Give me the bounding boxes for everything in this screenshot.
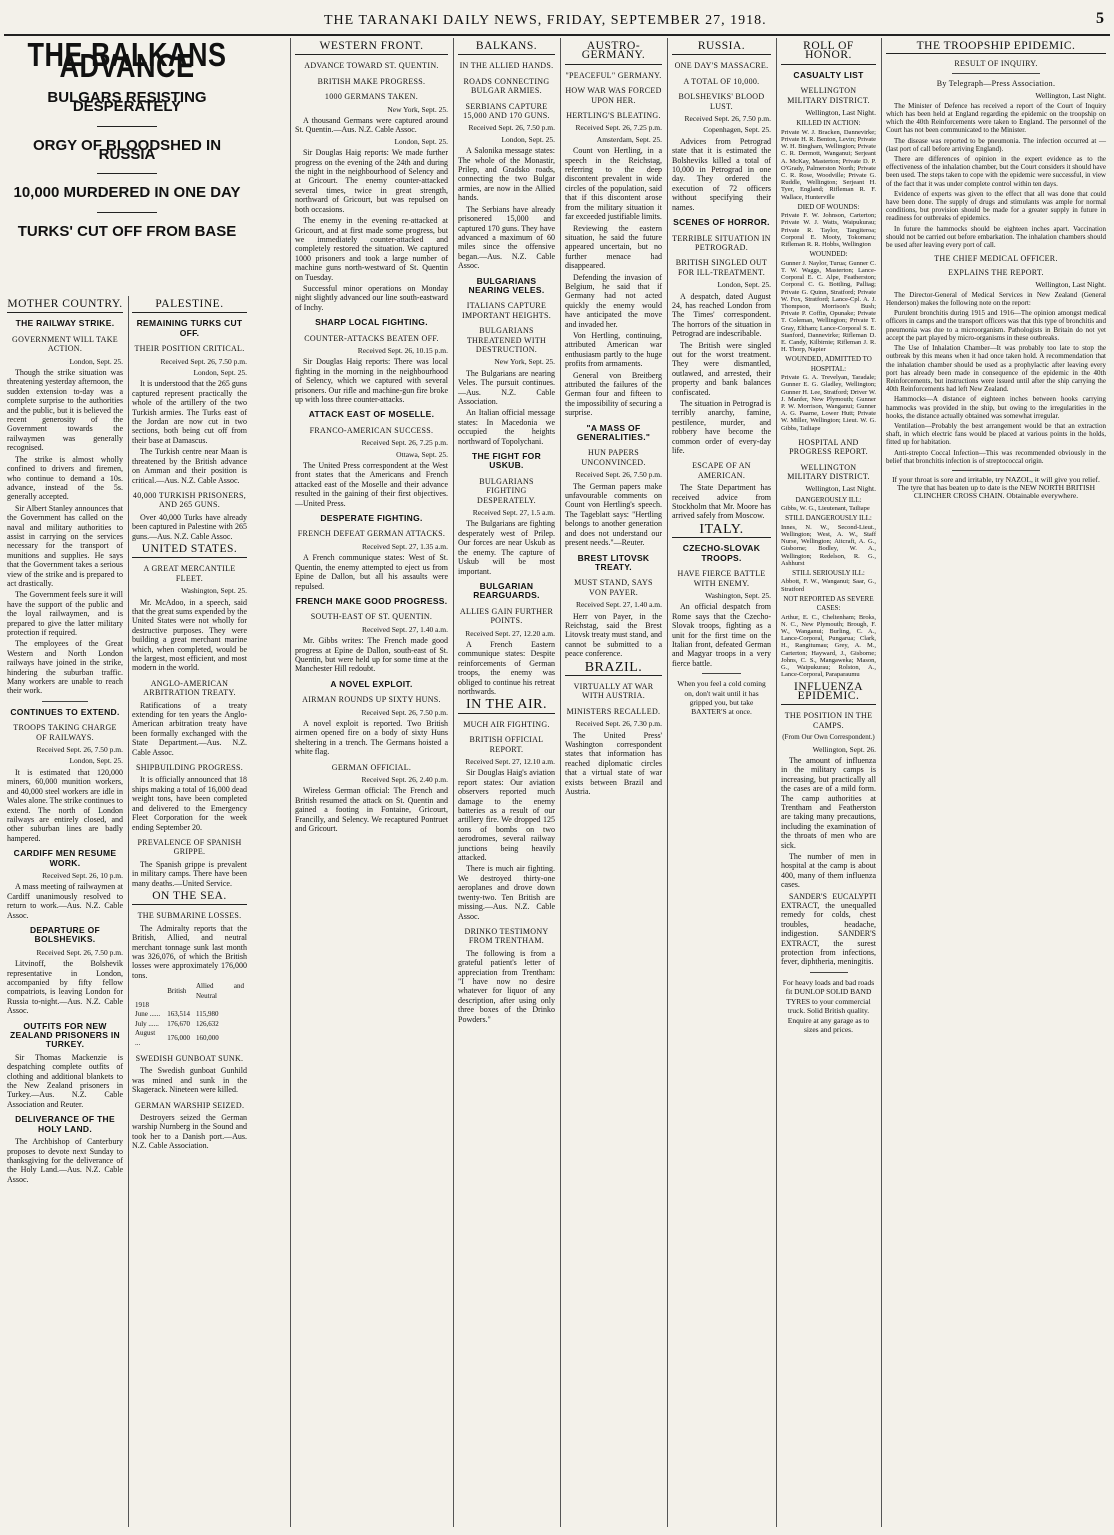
received-line: Received Sept. 26, 7.50 p.m. xyxy=(468,123,555,133)
sub-heading: NOT REPORTED AS SEVERE CASES: xyxy=(783,594,874,613)
article-paragraph: The disease was reported to be pneumonia. The infection occurred at — (last port of call before arriving England). xyxy=(886,136,1106,153)
advertisement: For heavy loads and bad roads fit DUNLOP SOLID BAND TYRES to your commercial truck. Solid British quality. Enquire at any garage as to sizes and prices. xyxy=(782,977,875,1034)
article-paragraph: The State Department has received advice from Stockholm that Mr. Moore has arrived safely from Moscow. xyxy=(672,483,771,521)
received-line: Received Sept. 27, 1.35 a.m. xyxy=(361,541,448,551)
table-cell: 115,980 xyxy=(196,1010,219,1019)
article-paragraph: There is much air fighting. We destroyed thirty-one aeroplanes and drove down twenty-two. Ten British are missing.—Aus. N.Z. Cable Assoc. xyxy=(458,864,555,921)
tonnage-table xyxy=(132,982,247,1048)
masthead xyxy=(4,4,1110,36)
received-line: Received Sept. 27, 1.40 a.m. xyxy=(575,600,662,610)
received-line: Received Sept. 27, 12.20 a.m. xyxy=(465,628,555,638)
received-line: Received Sept. 27, 1.40 a.m. xyxy=(361,624,448,634)
article-paragraph: Successful minor operations on Monday night slightly advanced our line south-eastward of Inchy. xyxy=(295,283,448,312)
received-line: Received Sept. 26, 7.25 p.m. xyxy=(361,438,448,448)
article-paragraph: Litvinoff, the Bolshevik representative in London, accompanied by fifty fellow compatriots, is leaving London for Russia to-night.—Aus. N.Z. Cable Assoc. xyxy=(7,959,123,1016)
masthead-title: THE TARANAKI DAILY NEWS, FRIDAY, SEPTEMBER 27, 1918. xyxy=(324,13,767,28)
article-paragraph: General von Breitberg attributed the failures of the German four and fifteen to the impossibility of securing a surprise. xyxy=(565,370,662,418)
article-paragraph: It is understood that the 265 guns captured represent practically the whole of the artillery of the two Turkish armies. The Turks east of the Jordan are now cut in two sections, both being cut off from their base at Damascus. xyxy=(132,379,247,445)
article-paragraph: A thousand Germans were captured around St. Quentin.—Aus. N.Z. Cable Assoc. xyxy=(295,116,448,135)
advertisement: If your throat is sore and irritable, try NAZOL, it will give you relief. xyxy=(892,474,1100,484)
sub-heading: RESULT OF INQUIRY. xyxy=(954,59,1038,69)
section-heading: INFLUENZA EPIDEMIC. xyxy=(781,683,876,706)
section-heading: UNITED STATES. xyxy=(132,545,247,558)
article-paragraph: A Salonika message states: The whole of the Monastir, Prilep, and Gradsko roads, connecting the two Bulgar armies, are now in the Allied hands. xyxy=(458,146,555,203)
article-paragraph: Anti-strepto Coccal Infection—This was recommended obviously in the belief that bronchitis infection is of streptococcal origin. xyxy=(886,448,1106,465)
dateline: Wellington, Last Night. xyxy=(805,108,876,118)
casualty-list: Innes, N. W., Second-Lieut., Wellington; West, A. W., Staff Nurse, Wellington; Aitcraft, A. G., Gisborne; Bodley, W. A., Wellington; Redelson, R. G., Ashhurst xyxy=(781,523,876,567)
sub-heading: DANGEROUSLY ILL: xyxy=(795,495,862,504)
divider xyxy=(702,673,742,674)
dateline: Washington, Sept. 25. xyxy=(705,590,771,600)
sub-heading: WOUNDED: xyxy=(809,250,848,259)
casualty-list: Private F. W. Johnson, Carterton; Private W. J. Watts, Waipukurau; Private R. Taylor, Tangiteroa; Corporal E. Mooty, Tokomaru; Rifleman R. R. Hobbs, Wellington xyxy=(781,212,876,249)
dateline: Amsterdam, Sept. 25. xyxy=(596,134,662,144)
front-column xyxy=(4,38,250,1527)
headline-deck-4: TURKS' CUT OFF FROM BASE xyxy=(17,222,237,240)
article-paragraph: Purulent bronchitis during 1915 and 1916—The opinion amongst medical officers in camps and the transport officers was that this type of bronchitis and pneumonia was due to a microorganism. Pathologists in Britain do not yet accept the part played by micro-organisms in these outbreaks. xyxy=(886,309,1106,342)
article-paragraph: A French Eastern communique states: Despite reinforcements of German troops, the enemy was obliged to continue his retreat northwards. xyxy=(458,639,555,696)
article-paragraph: An official despatch from Rome says that the Czecho-Slovak troops, fighting as a unit for the first time on the Italian front, defeated German and Magyar troops in a very fierce battle. xyxy=(672,602,771,668)
article-paragraph: Destroyers seized the German warship Nurnberg in the Sound and took her to a Danish port.—Aus. N.Z. Cable Association. xyxy=(132,1113,247,1151)
sub-heading: DRINKO TESTIMONY FROM TRENTHAM. xyxy=(464,926,549,946)
sub-heading: BULGARIANS FIGHTING DESPERATELY. xyxy=(477,476,536,505)
article-paragraph: Ventilation—Probably the best arrangement would be that an extraction shaft, in which electric fans would be placed at various points in the holds, fitted up for habitation. xyxy=(886,421,1106,447)
sub-heading: DEPARTURE OF BOLSHEVIKS. xyxy=(29,924,101,945)
article-paragraph: Over 40,000 Turks have already been captured in Palestine with 265 guns.—Aus. N.Z. Cable Assoc. xyxy=(132,512,247,541)
article-paragraph: The United Press' Washington correspondent states that information has reached diplomatic circles that a virtual state of war exists between Brazil and Austria. xyxy=(565,730,662,797)
section-heading: WESTERN FRONT. xyxy=(295,42,448,55)
sub-heading: WOUNDED, ADMITTED TO HOSPITAL: xyxy=(785,355,872,373)
article-paragraph: Mr. McAdoo, in a speech, said that the great sums expended by the United States were not wholly for destructive purposes. They were building a great merchant marine which, when completed, would be the largest, most efficient, and most modern in the world. xyxy=(132,597,247,673)
article-paragraph: A despatch, dated August 24, has reached London from The Times' correspondent. The horrors of the situation in Petrograd are indescribable. xyxy=(672,291,771,339)
received-line: Received Sept. 26, 7.50 p.m. xyxy=(361,707,448,717)
article-paragraph: The Archbishop of Canterbury proposes to devote next Sunday to thanksgiving for the deliverance of the Holy Land.—Aus. N.Z. Cable Assoc. xyxy=(7,1137,123,1184)
sub-heading: BULGARIANS NEARING VELES. xyxy=(468,275,545,295)
article-paragraph: The following is from a grateful patient's letter of appreciation from Trentham: "I have now no desire whatever for liquor of any description, after using only three boxes of the Drinko Powders." xyxy=(458,948,555,1024)
received-line: Received Sept. 26, 10.15 p.m. xyxy=(357,345,448,355)
sub-heading: GERMAN OFFICIAL. xyxy=(331,762,412,772)
section-heading: RUSSIA. xyxy=(672,42,771,55)
sub-heading: "PEACEFUL" GERMANY. xyxy=(565,70,662,80)
sub-heading: HUN PAPERS UNCONVINCED. xyxy=(581,448,646,467)
sub-heading: THE RAILWAY STRIKE. xyxy=(15,318,115,329)
section-heading: THE TROOPSHIP EPIDEMIC. xyxy=(886,42,1106,54)
page-number: 5 xyxy=(1096,10,1104,27)
russia-column xyxy=(667,38,775,1527)
article-paragraph: It is officially announced that 18 ships making a total of 16,000 dead weight tons, have been completed and delivered to the Emergency Fleet Corporation for the week ending September 20. xyxy=(132,775,247,832)
sub-heading: ALLIES GAIN FURTHER POINTS. xyxy=(459,606,554,626)
western-front-column xyxy=(290,38,452,1527)
article-paragraph: Sir Albert Stanley announces that the Government has called on the naval and military authorities to assist in carrying on the services necessary for the transport of munitions and supplies. He says that the Government takes a serious view of the strike and is prepared to act drastically. xyxy=(7,503,123,588)
dateline: Ottawa, Sept. 25. xyxy=(396,449,448,459)
table-cell: 176,000 xyxy=(167,1033,190,1042)
sub-heading: THE FIGHT FOR USKUB. xyxy=(471,451,542,471)
divider xyxy=(97,173,157,174)
sub-heading: SWEDISH GUNBOAT SUNK. xyxy=(135,1054,244,1064)
article-paragraph: The Swedish gunboat Gunhild was mined and sunk in the Skagerack. Nineteen were killed. xyxy=(132,1066,247,1095)
table-header-cell: Allied and Neutral xyxy=(196,982,244,1000)
section-heading: IN THE AIR. xyxy=(458,700,555,713)
austro-germany-column xyxy=(560,38,666,1527)
divider xyxy=(97,126,157,127)
table-cell: 163,514 xyxy=(167,1010,190,1019)
table-cell xyxy=(164,1001,193,1010)
article-paragraph: Mr. Gibbs writes: The French made good progress at Epine de Dallon, south-east of St. Quentin, but were held up for some time at the Manchester Hill redoubt. xyxy=(295,636,448,674)
sub-heading: BULGARIANS THREATENED WITH DESTRUCTION. xyxy=(466,326,547,354)
casualty-list: Gunner J. Naylor, Turua; Gunner C. T. W. Waggs, Masterton; Lance-Corporal E. C. Alpe, Featherston; Corporal C. G. Bottling, Palliag; Private G. Quinn, Stratford; Private W. Fox, Stratford; Lance-Cpl. A. J. Thompson, Morrison's Bush; Private P. Coffin, Opunake; Private T. Coleman, Wellington; Private T. Gray, Eltham; Lance-Corporal S. E. Stanford, Dannevirke; Rifleman D. E. Candy, Kilbirnie; Rifleman J. R. H. Thorp, Napier xyxy=(781,259,876,354)
article-paragraph: Defending the invasion of Belgium, he said that if Germany had not acted quickly the enemy would have anticipated the move and invaded her. xyxy=(565,272,662,329)
sub-heading: HAVE FIERCE BATTLE WITH ENEMY. xyxy=(677,569,766,588)
article-paragraph: Reviewing the eastern situation, he said the future appeared uncertain, but no further menace had disappeared. xyxy=(565,223,662,271)
article-paragraph: The amount of influenza in the military camps is increasing, but practically all the cases are of a mild form. The camp authorities at Trentham and Featherston are taking many precautions, including the examination of the throats of men who are sick. xyxy=(781,755,876,850)
article-paragraph: A novel exploit is reported. Two British airmen opened fire on a body of sixty Huns sheltering in a trench. The Germans hoisted a white flag. xyxy=(295,718,448,757)
received-line: Received Sept. 26, 7.50 p.m. xyxy=(36,947,123,957)
dateline: Wellington, Sept. 26. xyxy=(812,744,876,754)
sub-heading: TROOPS TAKING CHARGE OF RAILWAYS. xyxy=(13,723,117,742)
received-line: Received Sept. 26, 7.50 p.m. xyxy=(36,745,123,755)
sub-heading: 1000 GERMANS TAKEN. xyxy=(324,92,419,102)
table-cell: 160,000 xyxy=(196,1033,219,1042)
article-paragraph: Von Hertling, continuing, attributed American war enthusiasm partly to the huge profits from armaments. xyxy=(565,330,662,369)
sub-heading: (From Our Own Correspondent.) xyxy=(782,733,875,742)
sub-heading: GERMAN WARSHIP SEIZED. xyxy=(134,1100,245,1110)
sub-heading: EXPLAINS THE REPORT. xyxy=(948,268,1044,278)
article-paragraph: The Serbians have already prisonered 15,000 and captured 170 guns. They have advanced a maximum of 60 miles since the offensive began.—Aus. N.Z. Cable Assoc. xyxy=(458,204,555,271)
roll-of-honor-column xyxy=(776,38,880,1527)
section-heading: PALESTINE. xyxy=(132,300,247,313)
sub-heading: IN THE ALLIED HANDS. xyxy=(459,61,554,71)
dateline: Washington, Sept. 25. xyxy=(181,586,247,596)
headline-deck-1: BULGARS RESISTING DESPERATELY xyxy=(47,88,207,116)
sub-heading: SERBIANS CAPTURE 15,000 AND 170 GUNS. xyxy=(463,101,550,121)
sub-heading: THEIR POSITION CRITICAL. xyxy=(134,344,245,354)
section-heading: ITALY. xyxy=(672,525,771,538)
casualty-list: Abbott, F. W., Wanganui; Saar, G., Stratford xyxy=(781,578,876,593)
sub-heading: BRITISH SINGLED OUT FOR ILL-TREATMENT. xyxy=(675,258,768,277)
article-paragraph: The enemy in the evening re-attacked at Gricourt, and at first made some progress, but we immediately counter-attacked and completely restored the situation. We captured 1000 prisoners and took a large number of machine guns north-westward of St. Quentin on Tuesday. xyxy=(295,216,448,282)
table-cell: July ...... xyxy=(135,1019,159,1028)
sub-heading: BREST LITOVSK TREATY. xyxy=(577,552,650,572)
article-paragraph: The Minister of Defence has received a report of the Court of Inquiry which has been held at England regarding the epidemic on the troopship on which the 40th Reinforcements were taken to England. The personnel of the Court has not been communicated to the Minister. xyxy=(886,101,1106,135)
sub-heading: HOSPITAL AND PROGRESS REPORT. xyxy=(789,437,868,457)
article-paragraph: An Italian official message states: In Macedonia we occupied the heights northward of Topolychani. xyxy=(458,408,555,446)
sub-heading: MUST STAND, SAYS VON PAYER. xyxy=(574,578,653,597)
sub-heading: WELLINGTON MILITARY DISTRICT. xyxy=(787,462,870,481)
article-paragraph: Ratifications of a treaty extending for ten years the Anglo-American arbitration treaty have been formally exchanged with the State Department.—Aus. N.Z. Cable Assoc. xyxy=(132,700,247,757)
sub-heading: DELIVERANCE OF THE HOLY LAND. xyxy=(15,1114,115,1134)
sub-heading: TERRIBLE SITUATION IN PETROGRAD. xyxy=(672,233,771,252)
casualty-list: Private W. J. Bracken, Dannevirke; Private H. R. Benton, Levin; Private W. H. Bingham, Wellington; Private C. R. Dermott, Wanganui; Serjeant A. McKay, Masterton; Private D. P. O'Grady, Palmerston North; Private C. R. Rose, Woodville; Private G. Ruddle, Wellington; Serjeant H. Tyer, England; Rifleman R. F. Wallace, Hunterville xyxy=(781,128,876,201)
divider xyxy=(952,73,1040,74)
article-paragraph: A French communique states: West of St. Quentin, the enemy attempted to eject us from Epine de Dallon, but all his assaults were repulsed. xyxy=(295,553,448,591)
divider xyxy=(952,470,1040,471)
sub-heading: FRANCO-AMERICAN SUCCESS. xyxy=(309,425,434,435)
table-cell: 126,632 xyxy=(196,1019,219,1028)
sub-heading: "A MASS OF GENERALITIES." xyxy=(576,422,651,443)
newspaper-page xyxy=(4,4,1110,1527)
sub-heading: ROADS CONNECTING BULGAR ARMIES. xyxy=(463,76,550,96)
sub-heading: MUCH AIR FIGHTING. xyxy=(463,719,550,729)
sub-heading: 40,000 TURKISH PRISONERS, AND 265 GUNS. xyxy=(132,490,247,510)
section-heading: ROLL OF HONOR. xyxy=(781,42,876,65)
dateline: London, Sept. 25. xyxy=(69,756,123,766)
article-paragraph: Though the strike situation was threatening yesterday afternoon, the sudden extension to-day was a complete surprise to the authorities and the public, but it is believed the recent generosity of the Government towards the railwaymen was generally recognised. xyxy=(7,368,123,453)
section-heading: AUSTRO-GERMANY. xyxy=(565,42,662,65)
sub-heading: HERTLING'S BLEATING. xyxy=(566,111,661,121)
article-paragraph: The employees of the Great Western and North London railways have joined in the strike, hindering the suburban traffic. Many workers are unable to reach their work. xyxy=(7,639,123,696)
received-line: Received Sept. 26, 7.30 p.m. xyxy=(575,719,662,729)
article-paragraph: The Spanish grippe is prevalent in military camps. There have been many deaths.—United Service. xyxy=(132,859,247,888)
table-header-cell: British xyxy=(167,986,187,995)
dateline: Wellington, Last Night. xyxy=(805,484,876,494)
section-heading: MOTHER COUNTRY. xyxy=(7,300,123,313)
sub-heading: DIED OF WOUNDS: xyxy=(797,202,860,211)
sub-heading: FRENCH DEFEAT GERMAN ATTACKS. xyxy=(297,529,446,539)
article-paragraph: The situation in Petrograd is terribly anarchy, famine, pestilence, murder, and robbery have become the common order of every-day life. xyxy=(672,399,771,456)
sub-heading: ANGLO-AMERICAN ARBITRATION TREATY. xyxy=(143,678,236,698)
sub-heading: WELLINGTON MILITARY DISTRICT. xyxy=(787,86,870,105)
sub-heading: CONTINUES TO EXTEND. xyxy=(10,706,120,717)
sub-heading: SHIPBUILDING PROGRESS. xyxy=(135,763,244,773)
advertisement: When you feel a cold coming on, don't wait until it has gripped you, but take BAXTER'S at once. xyxy=(677,679,766,717)
casualty-list: Private G. A. Trevelyan, Taradale; Gunner E. G. Gladley, Wellington; Gunner H. Lee, Stratford; Driver W. J. Manfer, New Plymouth; Gunner P. W. Morrison, Wanganui; Gunner A. G. Paarne, Lower Hutt; Private W. Miller, Wellington; Lieut. W. G. Gibbs, Tailiape xyxy=(781,374,876,432)
main-headline: THE BALKANS ADVANCE xyxy=(27,38,227,86)
table-cell: 176,670 xyxy=(167,1019,190,1028)
received-line: Received Sept. 26, 7.50 p.m. xyxy=(575,470,662,480)
received-line: Received Sept. 26, 2.40 p.m. xyxy=(361,775,448,784)
article-paragraph: The Director-General of Medical Services in New Zealand (General Henderson) makes the following note on the report: xyxy=(886,290,1106,308)
sub-heading: BULGARIAN REARGUARDS. xyxy=(473,580,540,601)
sub-heading: STILL DANGEROUSLY ILL: xyxy=(785,514,872,523)
received-line: Received Sept. 27, 12.10 a.m. xyxy=(465,757,555,766)
article-paragraph: The British were singled out for the worst treatment. They were dismantled, outlawed, and arrested, their property and bank balances confiscated. xyxy=(672,340,771,397)
dateline: New York, Sept. 25. xyxy=(387,104,448,114)
sub-heading: SCENES OF HORROR. xyxy=(673,217,770,228)
table-header-cell xyxy=(132,982,164,1001)
dateline: London, Sept. 25. xyxy=(394,136,448,146)
article-paragraph: Sir Thomas Mackenzie is despatching complete outfits of clothing and additional blankets to the New Zealand prisoners in Turkey.—Aus. N.Z. Cable Association and Reuter. xyxy=(7,1052,123,1109)
table-row xyxy=(132,1020,247,1029)
sub-heading: HOW WAR WAS FORCED UPON HER. xyxy=(565,86,662,105)
article-paragraph: The Bulgarians are fighting desperately west of Prilep. Our forces are near Uskub as the enemy. The capture of Uskub will be most important. xyxy=(458,519,555,576)
sub-heading: A TOTAL OF 10,000. xyxy=(683,76,760,86)
article-paragraph: Count von Hertling, in a speech in the Reichstag, referring to the deep discontent prevalent in wide circles of the population, said that if this discontent arose from the military situation it far exceeded justifiable limits. xyxy=(565,146,662,222)
article-paragraph: The Government feels sure it will have the support of the public and the loyal railwaymen, and is prepared to give the latter military protection if required. xyxy=(7,590,123,637)
table-cell xyxy=(193,1001,247,1010)
sub-heading: COUNTER-ATTACKS BEATEN OFF. xyxy=(304,333,439,343)
sub-heading: SOUTH-EAST OF ST. QUENTIN. xyxy=(310,612,433,622)
casualty-list: Arthur, E. C., Cheltenham; Broks, N. C., New Plymouth; Brough, F. W., Wanganui; Burling, C. A., Lance-Corporal, Pungarua; Clark, H., Rangitumau; Grey, A. M., Carterton; Hayward, J., Gisborne; Johns, C. S., Mangaweka; Mason, G., Waipukurau; Rolston, A., Lance-Corporal, Paraparaumu xyxy=(781,613,876,679)
sub-heading: BOLSHEVIKS' BLOOD LUST. xyxy=(678,92,765,111)
article-paragraph: Herr von Payer, in the Reichstag, said the Brest Litovsk treaty must stand, and cannot be submitted to a peace conference. xyxy=(565,611,662,659)
sub-heading: ONE DAY'S MASSACRE. xyxy=(674,61,769,71)
table-cell: June ...... xyxy=(135,1010,161,1019)
casualty-list: Gibbs, W. G., Lieutenant, Tailiape xyxy=(781,505,870,513)
section-heading: BALKANS. xyxy=(458,42,555,55)
article-paragraph: It is estimated that 120,000 miners, 60,000 munition workers, and 40,000 steel workers are idle in Wales alone. The strike continues to extend. The north of London railways are entirely closed, and other suburban lines are badly hampered. xyxy=(7,767,123,843)
article-paragraph: SANDER'S EUCALYPTI EXTRACT, the unequalled remedy for colds, chest troubles, headache, indigestion. SANDER'S EXTRACT, the surest protection from infections, fever, diphtheria, meningitis. xyxy=(781,891,876,967)
sub-heading: A NOVEL EXPLOIT. xyxy=(330,678,413,689)
sub-heading: ADVANCE TOWARD ST. QUENTIN. xyxy=(304,61,439,71)
article-paragraph: Evidence of experts was given to the effect that all was done that could have been done. The supply of drugs and stimulants was ample for normal conditions, but provision should be made for a greater supply in future in readiness for outbreaks of epidemics. xyxy=(886,189,1106,223)
table-cell: 1918 xyxy=(135,1001,149,1009)
table-row xyxy=(132,1001,247,1010)
article-paragraph: Sir Douglas Haig reports: We made further progress on the evening of the 24th and during the night in the neighbourhood of Selency and at Gricourt. The enemy counter-attacked several times, twice in great strength, northward of Gricourt, but was repulsed on both occasions. xyxy=(295,148,448,214)
headline-deck-2: ORGY OF BLOODSHED IN RUSSIA xyxy=(32,136,222,164)
received-line: Received Sept. 26, 7.25 p.m. xyxy=(575,123,662,133)
article-paragraph: The number of men in hospital at the camp is about 400, many of them influenza cases. xyxy=(781,852,876,890)
sub-heading: KILLED IN ACTION: xyxy=(796,119,861,128)
dateline: Wellington, Last Night. xyxy=(1035,279,1106,289)
article-paragraph: Wireless German official: The French and British resumed the attack on St. Quentin and gained a footing in Fontaine, Gricourt, Francilly, and Selency. We recaptured Pontruet and Gricourt. xyxy=(295,786,448,834)
article-paragraph: A mass meeting of railwaymen at Cardiff unanimously resolved to return to work.—Aus. N.Z. Cable Assoc. xyxy=(7,882,123,920)
sub-heading: THE POSITION IN THE CAMPS. xyxy=(784,711,873,730)
sub-heading: VIRTUALLY AT WAR WITH AUSTRIA. xyxy=(573,681,654,701)
article-paragraph: The Use of Inhalation Chamber—It was probably too late to stop the outbreak by this means when it had once taken hold. A recommendation that the inhalation chamber should be used as a prophylactic after leaving every port has already been made in consequence of the epidemic in the 40th Reinforcements, but instructions were issued until after the ship carrying the 40th Reinforcements had left New Zealand. xyxy=(886,344,1106,394)
article-paragraph: The Admiralty reports that the British, Allied, and neutral merchant tonnage sunk last month was 326,076, of which the British losses were approximately 176,000 tons. xyxy=(132,923,247,980)
section-heading: ON THE SEA. xyxy=(132,892,247,905)
sub-heading: BRITISH MAKE PROGRESS. xyxy=(317,76,426,86)
dateline: London, Sept. 25. xyxy=(69,356,123,366)
sub-heading: By Telegraph—Press Association. xyxy=(936,79,1056,89)
sub-heading: MINISTERS RECALLED. xyxy=(566,706,661,716)
divider xyxy=(42,701,88,702)
received-line: Received Sept. 26, 10 p.m. xyxy=(42,870,123,880)
sub-heading: THE CHIEF MEDICAL OFFICER. xyxy=(934,254,1058,264)
palestine-section xyxy=(128,296,250,1527)
sub-heading: DESPERATE FIGHTING. xyxy=(320,513,423,524)
sub-heading: ATTACK EAST OF MOSELLE. xyxy=(308,409,435,420)
received-line: Received Sept. 27, 1.5 a.m. xyxy=(472,508,555,518)
sub-heading: PREVALENCE OF SPANISH GRIPPE. xyxy=(137,837,242,857)
table-header-row xyxy=(132,982,247,1001)
article-paragraph: Sir Douglas Haig reports: There was local fighting in the morning in the neighbourhood of Selency, which we captured with several prisoners. Our rifle and machine-gun fire broke up with loss three counter-attacks. xyxy=(295,357,448,404)
sub-heading: AIRMAN ROUNDS UP SIXTY HUNS. xyxy=(302,695,441,705)
dateline: London, Sept. 25. xyxy=(501,134,555,144)
sub-heading: A GREAT MERCANTILE FLEET. xyxy=(143,564,236,583)
dateline: New York, Sept. 25. xyxy=(494,357,555,367)
dateline: London, Sept. 25. xyxy=(717,280,771,290)
article-paragraph: There are differences of opinion in the expert evidence as to the effectiveness of the inhalation chamber, but the Court considers it should have been used. The steps taken to cope with the epidemic were successful, in view of the fact that it was under complete control within ten days. xyxy=(886,155,1106,188)
divider xyxy=(97,212,157,213)
article-paragraph: The German papers make unfavourable comments on Count von Hertling's speech. The Tageblatt says: "Hertling belongs to another generation and does not understand our present needs."—Reuter. xyxy=(565,481,662,548)
section-heading: BRAZIL. xyxy=(565,663,662,676)
dateline: Copenhagen, Sept. 25. xyxy=(703,125,771,135)
sub-heading: OUTFITS FOR NEW ZEALAND PRISONERS IN TURKEY. xyxy=(10,1020,120,1050)
sub-heading: STILL SERIOUSLY ILL: xyxy=(792,569,865,578)
sub-heading: REMAINING TURKS CUT OFF. xyxy=(136,318,243,338)
mother-country-section xyxy=(4,296,126,1527)
received-line: Received Sept. 26, 7.50 p.m. xyxy=(684,114,771,124)
article-paragraph: The Bulgarians are nearing Veles. The pursuit continues.—Aus. N.Z. Cable Association. xyxy=(458,368,555,406)
troopship-column xyxy=(881,38,1110,1527)
sub-heading: CZECHO-SLOVAK TROOPS. xyxy=(682,543,761,563)
divider xyxy=(810,972,848,973)
dateline: Wellington, Last Night. xyxy=(1035,90,1106,100)
sub-heading: SHARP LOCAL FIGHTING. xyxy=(315,317,428,328)
article-paragraph: The United Press correspondent at the West front states that the Americans and French attacked east of the Moselle and their advance resulted in the gaining of their first objectives.—United Press. xyxy=(295,461,448,508)
article-paragraph: Sir Douglas Haig's aviation report states: Our aviation observers reported much damage to the enemy batteries as a result of our artillery fire. We dropped 125 tons of bombs on two aerodromes, several railway junctions being heavily attacked. xyxy=(458,768,555,863)
article-paragraph: Hammocks—A distance of eighteen inches between hooks carrying hammocks was provided in the ship, but owing to the irregularities in the hooks, the distance actually obtained was somewhat irregular. xyxy=(886,395,1106,420)
sub-heading: CASUALTY LIST xyxy=(793,69,864,80)
article-paragraph: In future the hammocks should be eighteen inches apart. Vaccination should not be carried out before embarkation. The inhalation chambers should be used after leaving every port of call. xyxy=(886,224,1106,250)
table-row xyxy=(132,1010,247,1019)
sub-heading: GOVERNMENT WILL TAKE ACTION. xyxy=(12,334,118,354)
sub-heading: BRITISH OFFICIAL REPORT. xyxy=(469,735,544,754)
table-row xyxy=(132,1029,247,1048)
table-cell: August ... xyxy=(135,1029,156,1047)
article-paragraph: The Turkish centre near Maan is threatened by the British advance on Amman and their position is critical.—Aus. N.Z. Cable Assoc. xyxy=(132,447,247,485)
sub-heading: ITALIANS CAPTURE IMPORTANT HEIGHTS. xyxy=(461,301,552,320)
sub-heading: CARDIFF MEN RESUME WORK. xyxy=(13,848,117,868)
received-line: Received Sept. 26, 7.50 p.m. xyxy=(160,356,247,366)
sub-heading: FRENCH MAKE GOOD PROGRESS. xyxy=(295,595,448,606)
advertisement: The tyre that has beaten up to date is the NEW NORTH BRITISH CLINCHER CROSS CHAIN. Obtainable everywhere. xyxy=(896,483,1096,501)
sub-heading: ESCAPE OF AN AMERICAN. xyxy=(692,461,751,480)
dateline: London, Sept. 25. xyxy=(193,368,247,378)
sub-heading: THE SUBMARINE LOSSES. xyxy=(137,911,242,921)
balkans-column xyxy=(453,38,559,1527)
headline-deck-3: 10,000 MURDERED IN ONE DAY xyxy=(13,184,241,202)
article-paragraph: Advices from Petrograd state that it is estimated the Bolsheviks killed a total of 10,000 in Petrograd in one day. They ordered the execution of 72 officers without specifying their names. xyxy=(672,136,771,212)
article-paragraph: The strike is almost wholly confined to drivers and firemen, who continue to demand a 10s. advance, instead of the 5s. generally accepted. xyxy=(7,454,123,502)
